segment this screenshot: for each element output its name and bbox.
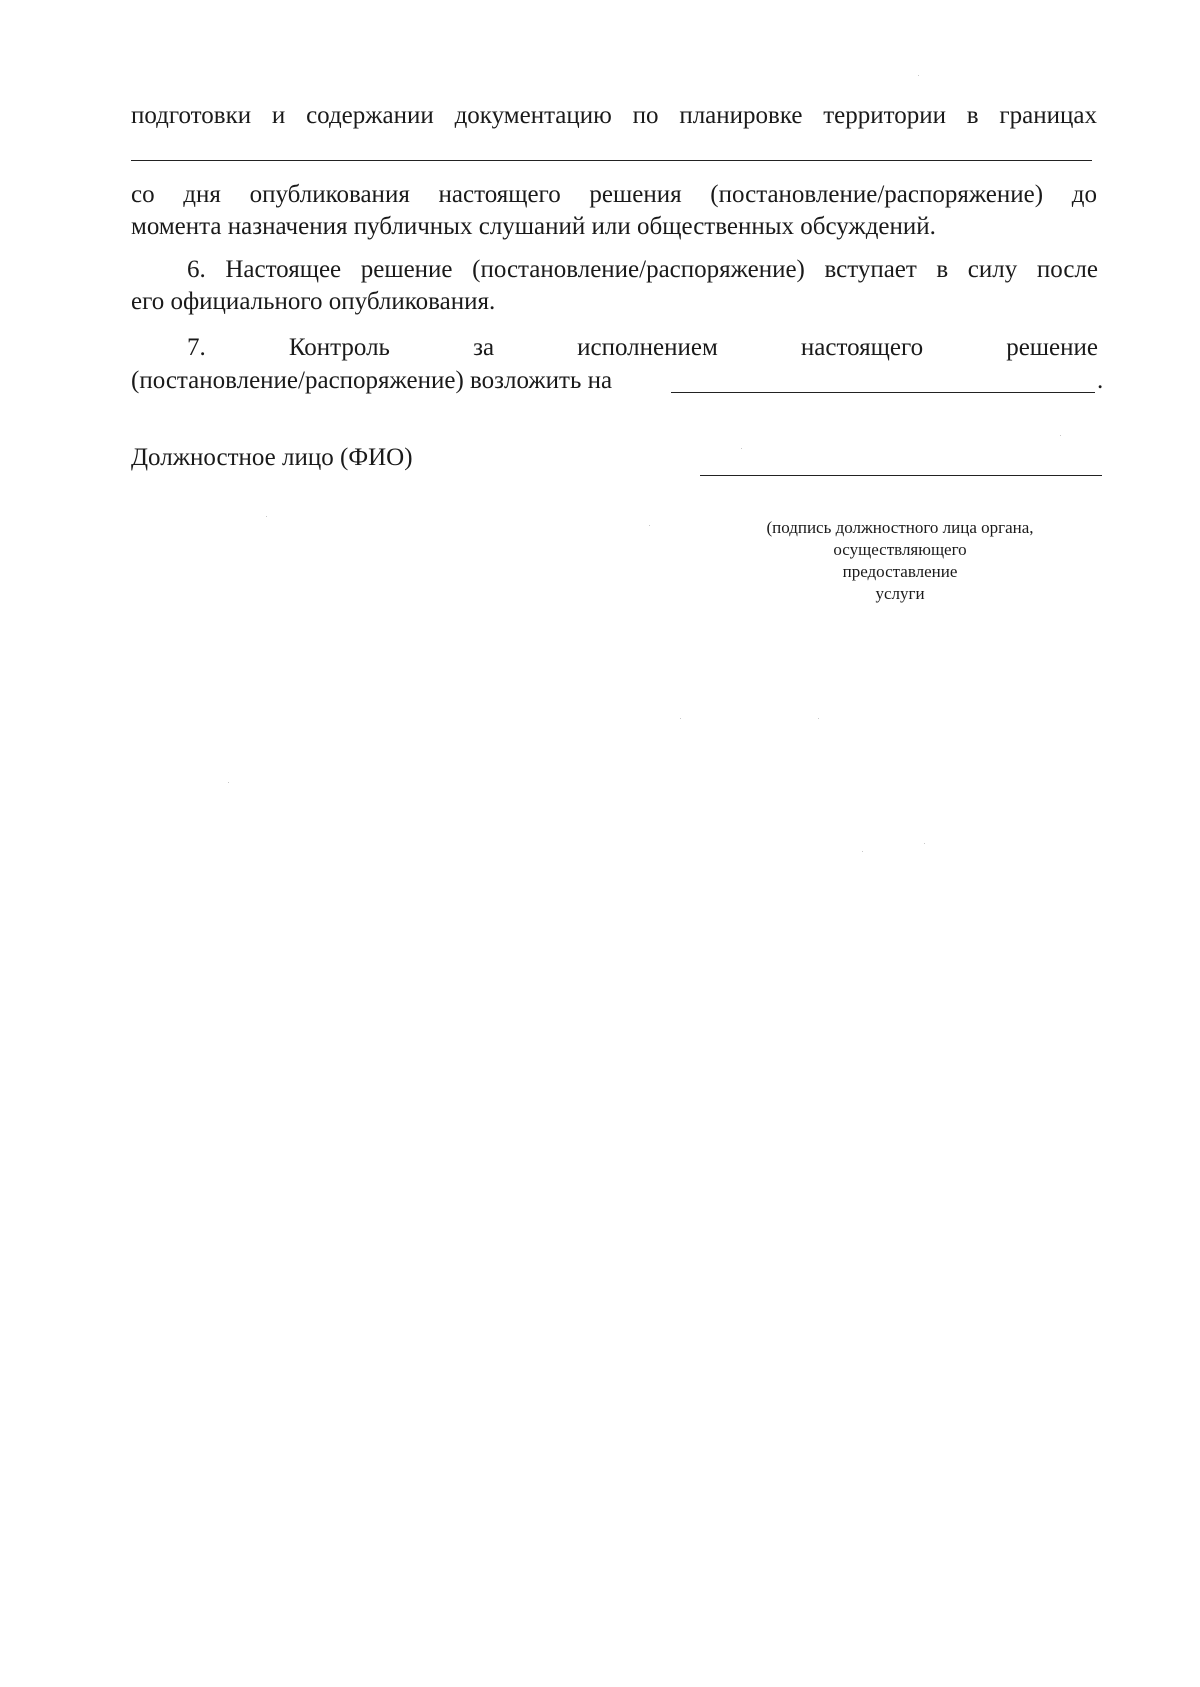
paragraph-7-word-control: Контроль — [288, 334, 390, 361]
scan-speck — [862, 851, 863, 852]
paragraph-1-line-3: момента назначения публичных слушаний или общественных обсуждений. — [131, 213, 936, 240]
paragraph-6-line-2: его официального опубликования. — [131, 288, 496, 315]
scan-speck — [1060, 435, 1061, 436]
paragraph-7-line-1 — [187, 333, 1098, 363]
official-name-label: Должностное лицо (ФИО) — [131, 444, 413, 471]
paragraph-7-line-2: (постановление/распоряжение) возложить на — [131, 367, 613, 394]
paragraph-6-line-1: 6. Настоящее решение (постановление/распоряжение) вступает в силу после — [187, 256, 1098, 283]
scan-speck — [266, 516, 267, 517]
scan-speck — [649, 525, 650, 526]
paragraph-1-line-1-text: подготовки и содержании документацию по планировке территории в границах — [131, 102, 1097, 129]
scan-speck — [918, 75, 919, 76]
scan-speck — [924, 843, 925, 844]
territory-boundary-blank-line — [131, 160, 1092, 161]
paragraph-7-word-za: за — [473, 334, 495, 361]
paragraph-1-line-2: со дня опубликования настоящего решения (постановление/распоряжение) до — [131, 181, 1097, 208]
signature-caption-line-3: предоставление — [842, 562, 958, 581]
scan-speck — [818, 718, 819, 719]
responsible-person-blank-line — [671, 392, 1095, 393]
signature-caption-line-2: осуществляющего — [833, 540, 967, 559]
paragraph-7-number: 7. — [187, 334, 206, 361]
signature-blank-line — [700, 475, 1102, 476]
signature-caption-line-4: услуги — [875, 584, 925, 603]
scan-speck — [680, 718, 681, 719]
scan-speck — [228, 782, 229, 783]
signature-caption — [700, 517, 1100, 605]
paragraph-7-word-execution: исполнением — [577, 334, 718, 361]
paragraph-7-word-decision: решение — [1006, 334, 1098, 361]
paragraph-7-word-this: настоящего — [800, 334, 924, 361]
paragraph-1-line-1 — [131, 101, 1097, 131]
signature-caption-line-1: (подпись должностного лица органа, — [766, 518, 1034, 537]
scan-speck — [741, 448, 742, 449]
paragraph-7-end-mark: . — [1097, 367, 1104, 394]
